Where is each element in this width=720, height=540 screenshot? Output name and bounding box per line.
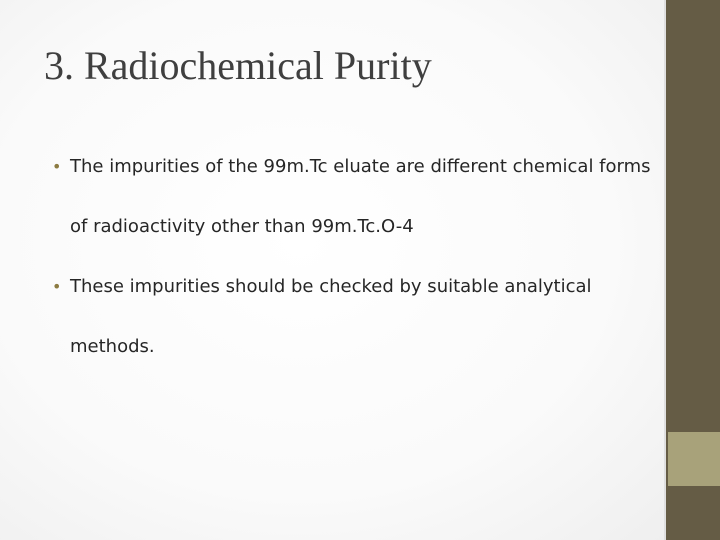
- accent-block: [668, 432, 720, 486]
- bullet-item: [52, 257, 652, 377]
- bullet-list: [52, 152, 652, 377]
- bullet-text: These impurities should be checked by suitable analytical methods.: [70, 276, 592, 357]
- bullet-item: [52, 137, 652, 257]
- bullet-icon: •: [52, 157, 62, 176]
- bullet-icon: •: [52, 277, 62, 296]
- slide-title: 3. Radiochemical Purity: [44, 43, 432, 88]
- bullet-text: The impurities of the 99m.Tc eluate are different chemical forms of radioactivity other than 99m.Tc.O-4: [70, 156, 651, 237]
